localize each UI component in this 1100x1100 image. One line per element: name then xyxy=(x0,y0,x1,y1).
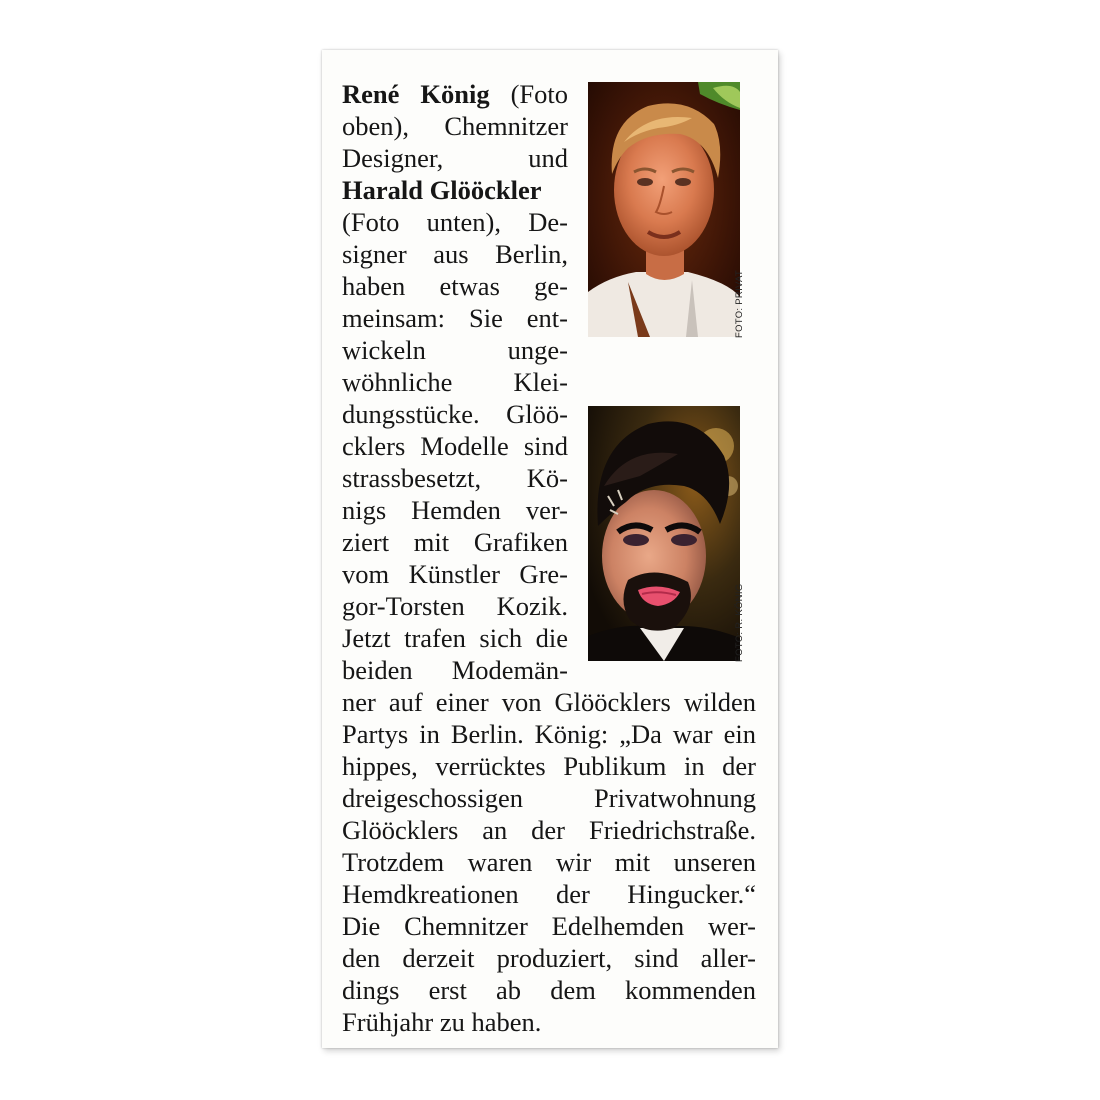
text-line: Jetzt trafen sich die xyxy=(342,623,568,653)
text-line: ziert mit Grafiken xyxy=(342,527,568,557)
text-line: Partys in Berlin. König: „Da war ein xyxy=(342,719,756,749)
text-line: ner auf einer von Glööcklers wilden xyxy=(342,687,756,717)
text-line: Hemdkreationen der Hingucker.“ xyxy=(342,879,756,909)
text-line: hippes, verrücktes Publikum in der xyxy=(342,751,756,781)
portrait-image xyxy=(588,406,740,661)
text-line: oben), Chemnitzer xyxy=(342,111,568,141)
text-line: Glööcklers an der Friedrichstraße. xyxy=(342,815,756,845)
text-line: haben etwas ge- xyxy=(342,271,568,301)
text-line: gor-Torsten Kozik. xyxy=(342,591,568,621)
text-line: nigs Hemden ver- xyxy=(342,495,568,525)
text-line: strassbesetzt, Kö- xyxy=(342,463,568,493)
text-line: den derzeit produziert, sind aller- xyxy=(342,943,756,973)
text-line: beiden Modemän- xyxy=(342,655,568,685)
newspaper-clipping xyxy=(322,50,778,1048)
text-line: (Foto unten), De- xyxy=(342,207,568,237)
text-line: Trotzdem waren wir mit unseren xyxy=(342,847,756,877)
text-line: signer aus Berlin, xyxy=(342,239,568,269)
text-line: wickeln unge- xyxy=(342,335,568,365)
photo-credit-top: FOTO: PRIVAT xyxy=(734,270,745,338)
text-line: cklers Modelle sind xyxy=(342,431,568,461)
portrait-photo-harald-gloeoeckler xyxy=(588,406,740,661)
text-line: dungsstücke. Glöö- xyxy=(342,399,568,429)
text-line: dreigeschossigen Privatwohnung xyxy=(342,783,756,813)
portrait-image xyxy=(588,82,740,337)
text-line: dings erst ab dem kommenden xyxy=(342,975,756,1005)
portrait-photo-rene-koenig xyxy=(588,82,740,337)
text-line: Die Chemnitzer Edelhemden wer- xyxy=(342,911,756,941)
text-line: Frühjahr zu haben. xyxy=(342,1007,542,1037)
text-line: René König (Foto xyxy=(342,79,568,109)
text-line: meinsam: Sie ent- xyxy=(342,303,568,333)
text-line: vom Künstler Gre- xyxy=(342,559,568,589)
text-line: Harald Glööckler xyxy=(342,175,542,205)
photo-credit-bottom: FOTO: R. KÖNIG xyxy=(734,583,745,662)
text-line: Designer, und xyxy=(342,143,568,173)
text-line: wöhnliche Klei- xyxy=(342,367,568,397)
